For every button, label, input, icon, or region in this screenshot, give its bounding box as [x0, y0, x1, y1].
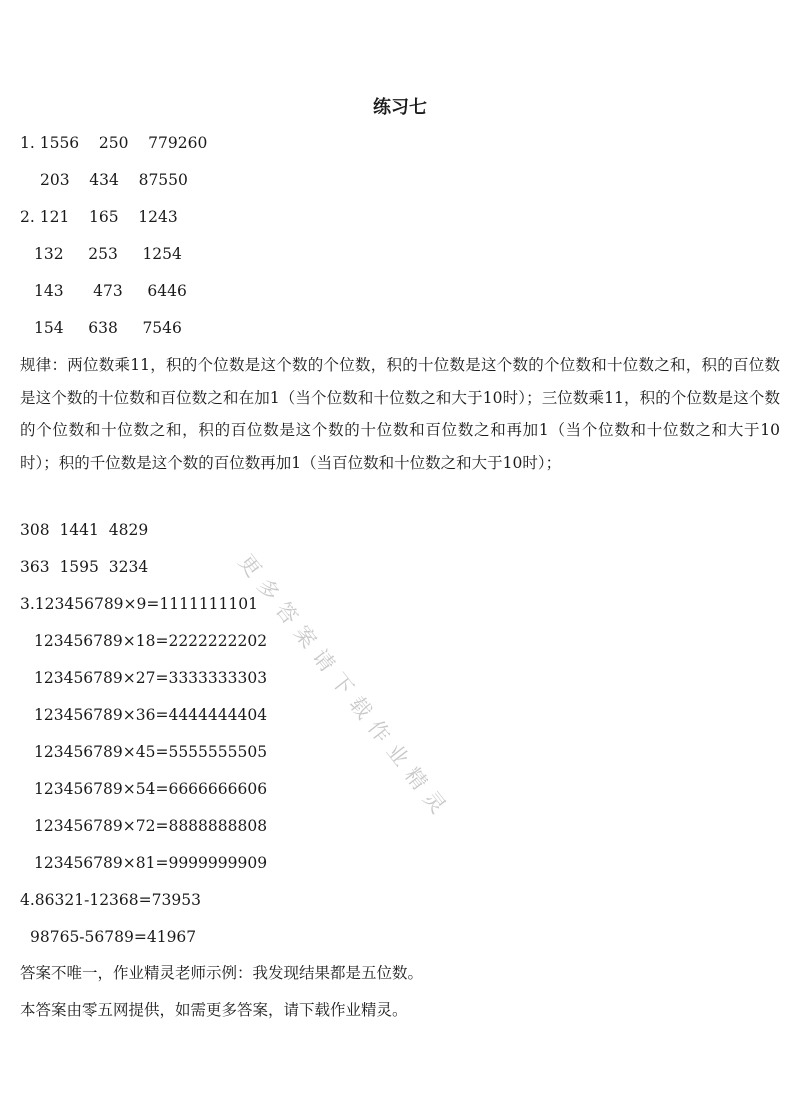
answer-3-row-1: 3.123456789×9=1111111101 — [20, 595, 258, 613]
answer-1-row-2: 203 434 87550 — [40, 171, 188, 189]
answer-note: 答案不唯一，作业精灵老师示例：我发现结果都是五位数。 — [20, 964, 424, 982]
answer-4-row-1: 4.86321-12368=73953 — [20, 891, 201, 909]
source-note: 本答案由零五网提供，如需更多答案，请下载作业精灵。 — [20, 1001, 408, 1019]
answer-2-row-2: 132 253 1254 — [34, 245, 182, 263]
page-title: 练习七 — [373, 97, 427, 118]
watermark-text: 更多答案请下载作业精灵 — [233, 550, 456, 826]
answer-3-row-8: 123456789×81=9999999909 — [34, 854, 268, 872]
answer-4-row-2: 98765-56789=41967 — [30, 928, 197, 946]
answer-3-row-6: 123456789×54=6666666606 — [34, 780, 268, 798]
result-row-2: 363 1595 3234 — [20, 558, 149, 576]
result-row-1: 308 1441 4829 — [20, 521, 149, 539]
answer-3-row-4: 123456789×36=4444444404 — [34, 706, 268, 724]
answer-3-row-3: 123456789×27=3333333303 — [34, 669, 268, 687]
answer-2-row-4: 154 638 7546 — [34, 319, 182, 337]
answer-3-row-7: 123456789×72=8888888808 — [34, 817, 268, 835]
answer-3-row-5: 123456789×45=5555555505 — [34, 743, 268, 761]
answer-3-row-2: 123456789×18=2222222202 — [34, 632, 268, 650]
answer-2-row-1: 2. 121 165 1243 — [20, 208, 178, 226]
answer-2-row-3: 143 473 6446 — [34, 282, 187, 300]
pattern-rule-paragraph: 规律：两位数乘11，积的个位数是这个数的个位数，积的十位数是这个数的个位数和十位数之和，积的百位数是这个数的十位数和百位数之和在加1（当个位数和十位数之和大于10时）；三位数乘11，积的个位数是这个数的个位数和十位数之和，积的百位数是这个数的十位数和百位数之和再加1（当个位数和十位数之和大于10时）；积的千位数是这个数的百位数再加1（当百位数和十位数之和大于10时）； — [20, 356, 780, 472]
answer-1-row-1: 1. 1556 250 779260 — [20, 134, 208, 152]
